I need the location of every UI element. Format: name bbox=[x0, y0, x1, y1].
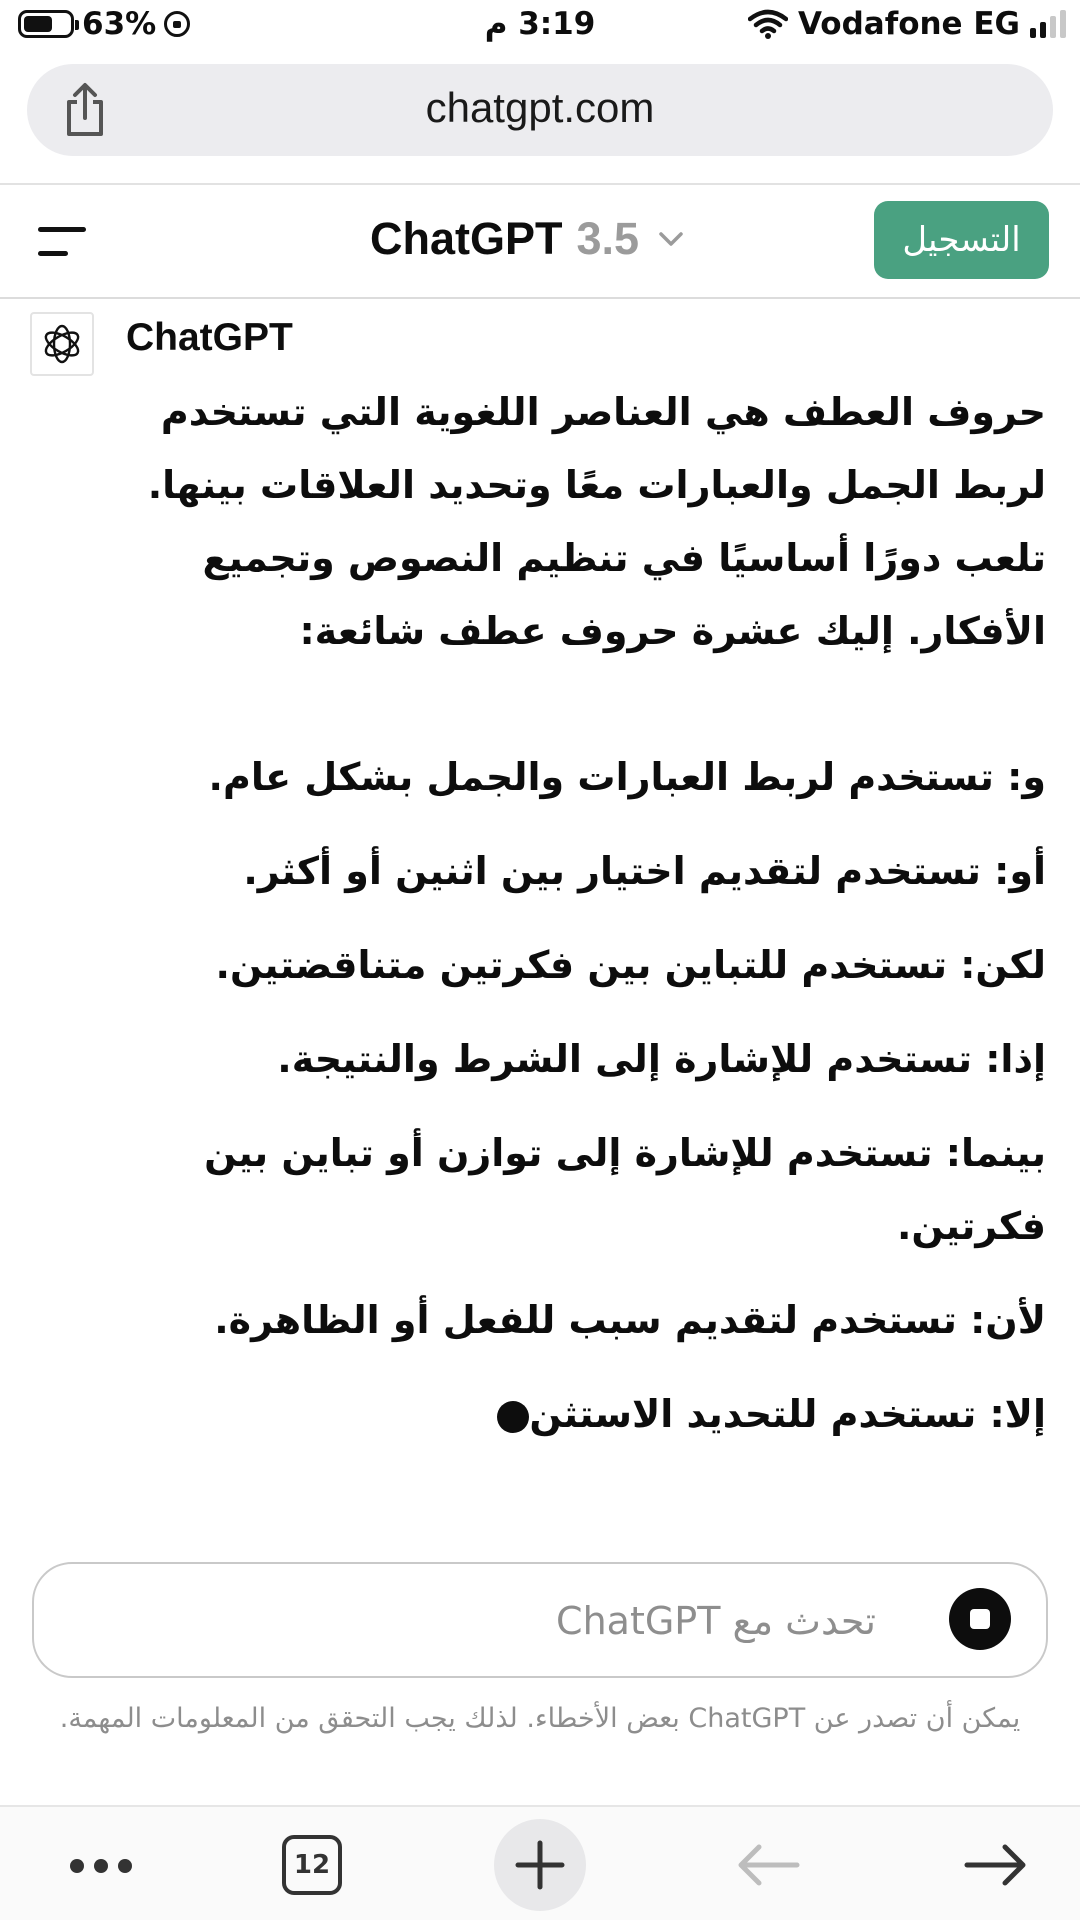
status-right bbox=[748, 6, 1066, 42]
divider bbox=[0, 297, 1080, 299]
plus-icon bbox=[514, 1839, 566, 1891]
status-time: 3:19 م bbox=[484, 6, 596, 42]
list-item-streaming bbox=[126, 1378, 1046, 1451]
tabs-button[interactable]: 12 bbox=[282, 1835, 342, 1895]
list-item: لأن: تستخدم لتقديم سبب للفعل أو الظاهرة. bbox=[214, 1298, 1046, 1342]
menu-icon[interactable] bbox=[38, 225, 86, 259]
list-item: بينما: تستخدم للإشارة إلى توازن أو تباين بين فكرتين. bbox=[204, 1131, 1046, 1248]
battery-percent: 63% bbox=[82, 6, 157, 42]
model-version: 3.5 bbox=[576, 213, 640, 264]
chevron-down-icon bbox=[657, 230, 685, 248]
wifi-icon bbox=[748, 9, 788, 39]
typing-cursor-icon bbox=[497, 1401, 529, 1433]
signal-bar bbox=[1050, 16, 1056, 38]
signal-bar bbox=[1030, 28, 1036, 38]
stop-button[interactable] bbox=[949, 1588, 1011, 1650]
message-composer bbox=[32, 1562, 1048, 1678]
new-tab-button[interactable] bbox=[494, 1819, 586, 1911]
signal-bar bbox=[1060, 10, 1066, 38]
disclaimer: يمكن أن تصدر عن ChatGPT بعض الأخطاء. لذلك يجب التحقق من المعلومات المهمة. bbox=[59, 1703, 1021, 1734]
address-bar[interactable] bbox=[27, 64, 1053, 156]
carrier-name: Vodafone EG bbox=[798, 6, 1020, 42]
sender-name: ChatGPT bbox=[126, 316, 293, 359]
signal-icon bbox=[1030, 10, 1066, 38]
message-intro: حروف العطف هي العناصر اللغوية التي تستخدم لربط الجمل والعبارات معًا وتحديد العلاقات بينها. تلعب دورًا أساسيًا في تنظيم النصوص وتجميع الأفكار. إليك عشرة حروف عطف شائعة: bbox=[147, 390, 1046, 653]
url-text[interactable]: chatgpt.com bbox=[425, 84, 655, 131]
model-selector[interactable] bbox=[370, 213, 685, 265]
list-item: أو: تستخدم لتقديم اختيار بين اثنين أو أكثر. bbox=[243, 849, 1046, 893]
chat-header bbox=[0, 185, 1080, 297]
message-input[interactable] bbox=[76, 1588, 876, 1654]
list-item: إذا: تستخدم للإشارة إلى الشرط والنتيجة. bbox=[277, 1037, 1046, 1081]
status-bar bbox=[0, 0, 1080, 56]
chatgpt-avatar bbox=[30, 312, 94, 376]
back-arrow-icon[interactable] bbox=[735, 1843, 801, 1887]
signal-bar bbox=[1040, 22, 1046, 38]
stop-icon bbox=[970, 1609, 990, 1629]
list-item: و: تستخدم لربط العبارات والجمل بشكل عام. bbox=[208, 755, 1046, 799]
model-name: ChatGPT bbox=[370, 213, 563, 264]
openai-logo-icon bbox=[40, 322, 84, 366]
message-body bbox=[126, 376, 1046, 1472]
list-item-text: إلا: تستخدم للتحديد الاستثن bbox=[529, 1392, 1046, 1436]
list-item: لكن: تستخدم للتباين بين فكرتين متناقضتين. bbox=[215, 943, 1046, 987]
browser-toolbar bbox=[0, 1805, 1080, 1920]
signup-button[interactable]: التسجيل bbox=[874, 201, 1049, 279]
more-icon[interactable] bbox=[70, 1859, 132, 1873]
forward-arrow-icon[interactable] bbox=[963, 1843, 1029, 1887]
